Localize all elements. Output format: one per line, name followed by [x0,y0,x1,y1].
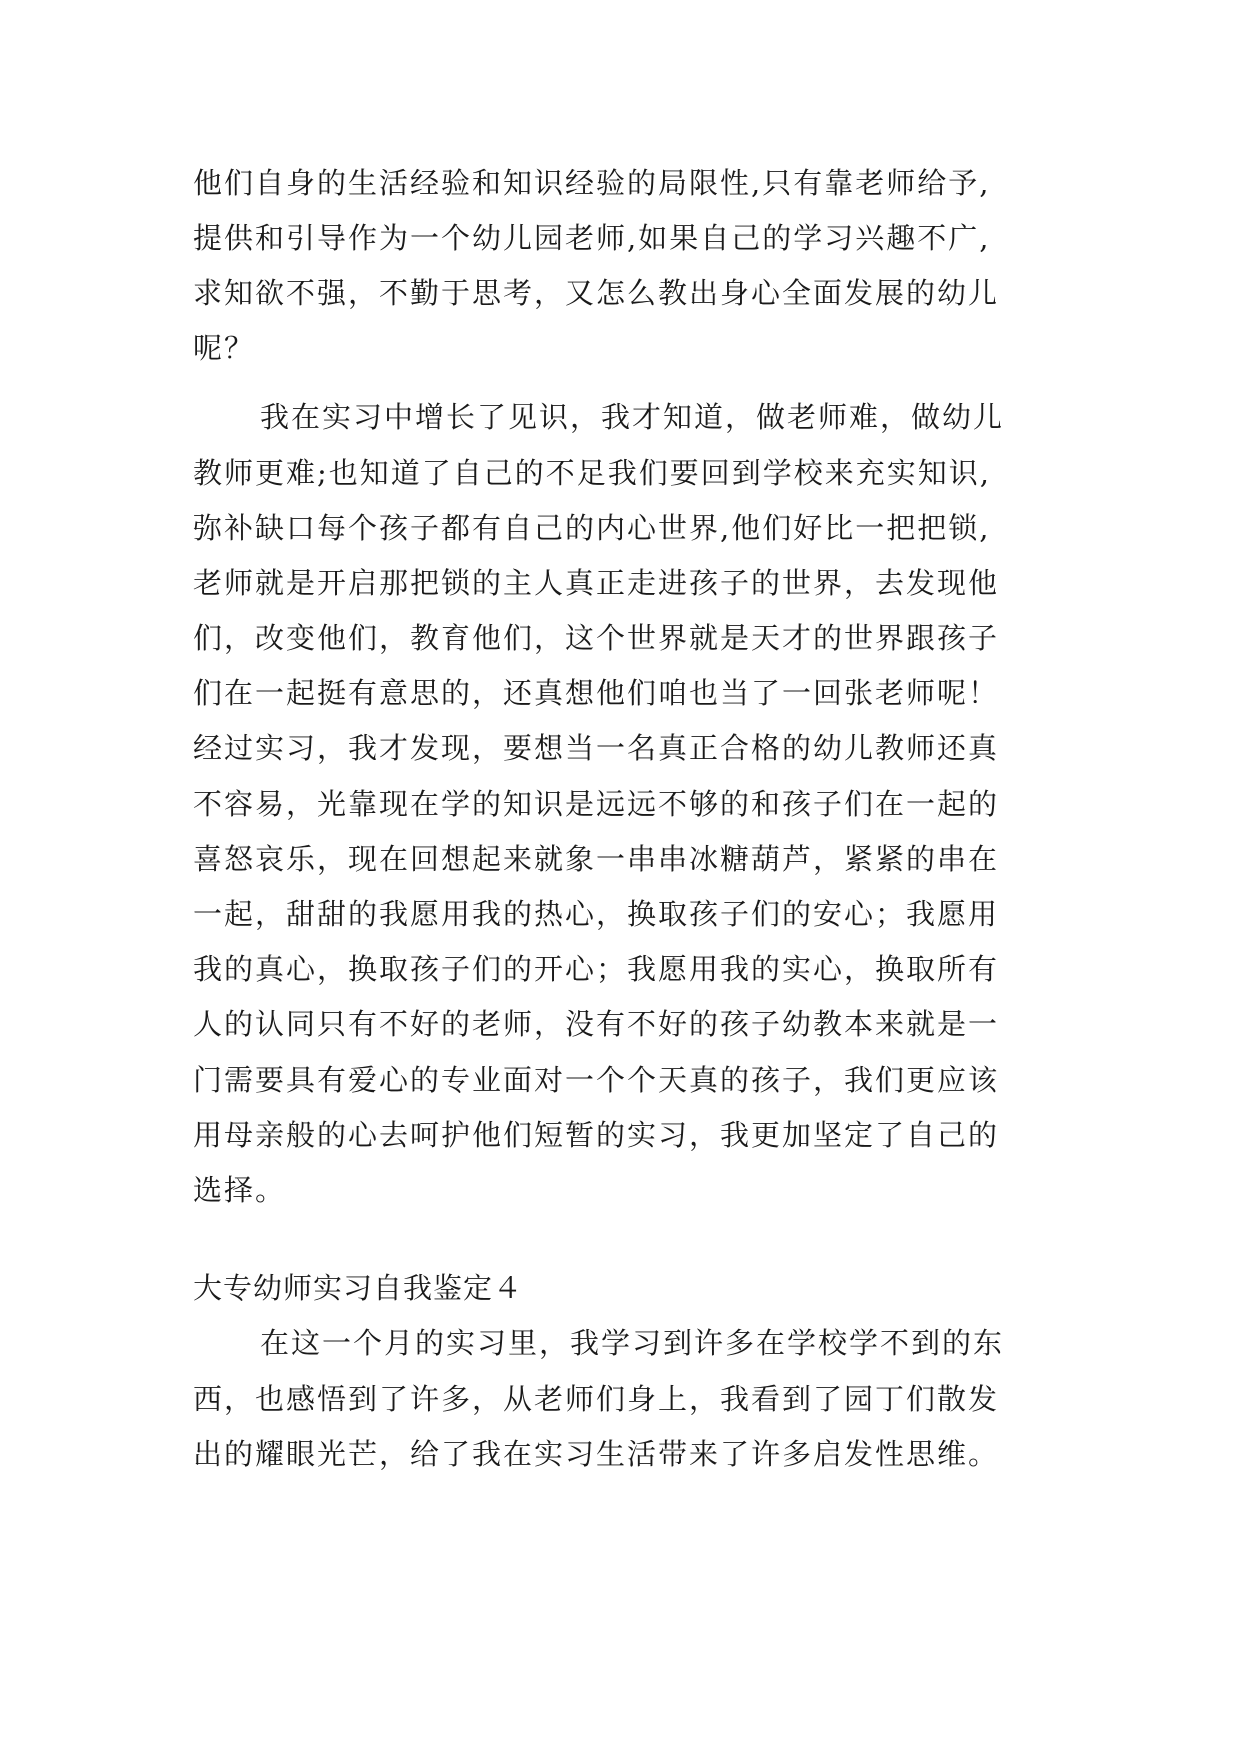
text-line: 喜怒哀乐，现在回想起来就象一串串冰糖葫芦，紧紧的串在 [193,842,1000,876]
text-line: 人的认同只有不好的老师，没有不好的孩子幼教本来就是一 [193,1007,1000,1041]
text-line: 教师更难;也知道了自己的不足我们要回到学校来充实知识, [193,456,991,490]
text-line: 我的真心，换取孩子们的开心；我愿用我的实心，换取所有 [193,952,1000,986]
text-line: 门需要具有爱心的专业面对一个个天真的孩子，我们更应该 [193,1063,1000,1097]
text-line: 一起，甜甜的我愿用我的热心，换取孩子们的安心；我愿用 [193,897,1000,931]
text-line: 呢？ [193,331,256,365]
section-title: 大专幼师实习自我鉴定４ [193,1271,524,1305]
text-line: 不容易，光靠现在学的知识是远远不够的和孩子们在一起的 [193,787,1000,821]
text-line: 弥补缺口每个孩子都有自己的内心世界,他们好比一把把锁, [193,511,991,545]
text-line: 们，改变他们，教育他们，这个世界就是天才的世界跟孩子 [193,621,1000,655]
text-line: 西，也感悟到了许多，从老师们身上，我看到了园丁们散发 [193,1382,1000,1416]
text-line: 选择。 [193,1173,287,1207]
text-line: 求知欲不强，不勤于思考，又怎么教出身心全面发展的幼儿 [193,276,1000,310]
text-line: 老师就是开启那把锁的主人真正走进孩子的世界，去发现他 [193,566,1000,600]
text-line: 他们自身的生活经验和知识经验的局限性,只有靠老师给予, [193,166,991,200]
text-line: 们在一起挺有意思的，还真想他们咱也当了一回张老师呢！ [193,676,1000,710]
text-line: 用母亲般的心去呵护他们短暂的实习，我更加坚定了自己的 [193,1118,1000,1152]
text-line: 经过实习，我才发现，要想当一名真正合格的幼儿教师还真 [193,731,1000,765]
text-line: 在这一个月的实习里，我学习到许多在学校学不到的东 [260,1326,1005,1360]
text-line: 我在实习中增长了见识，我才知道，做老师难，做幼儿 [260,400,1005,434]
text-line: 提供和引导作为一个幼儿园老师,如果自己的学习兴趣不广, [193,221,991,255]
text-line: 出的耀眼光芒，给了我在实习生活带来了许多启发性思维。 [193,1437,1000,1471]
